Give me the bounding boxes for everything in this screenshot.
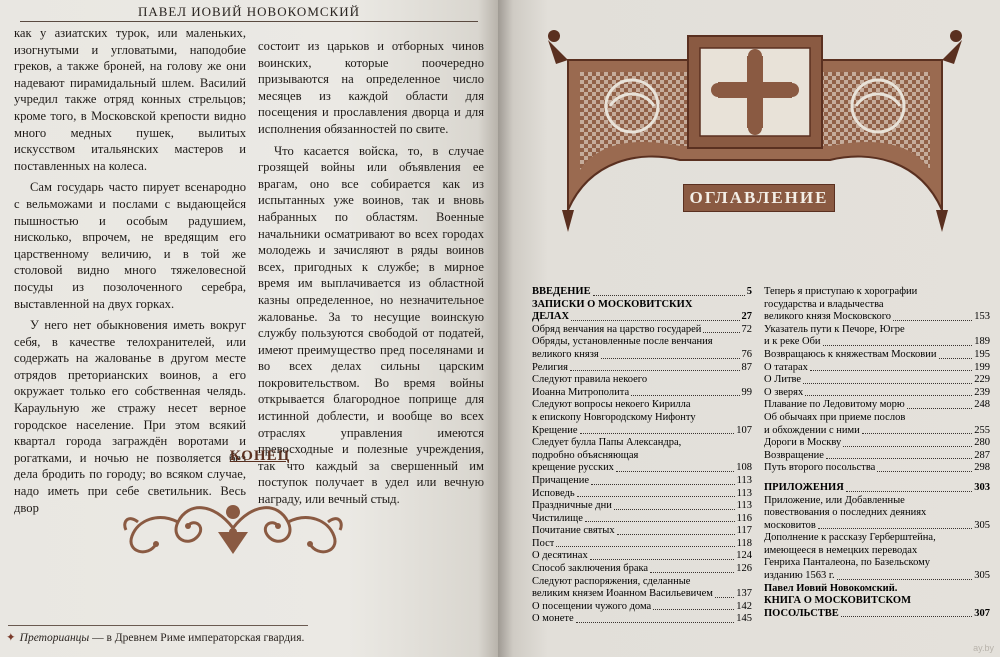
paragraph: Что касается войска, то, в случае грозящей войны или объявления ее врагам, оно все собирается как из испытанных уже воинов, так и вновь набранных по областям. Военные начальники осматривают во всех городах молодежь и зачисляют в ряды воинов всех, пригодных к службе; в мирное время им выплачивается из областной казны определенное, но незначительное жалованье. За то несущие воинскую службу пользуются свободой от податей, имеют преимущество пред поселянами и во всех делах сильны царским покровительством. Во время войны открывается благородное поприще для истинной доблести, и вообще во всех отраслях управления имеются превосходные и полезные учреждения, так что каждый за свершенный им поступок получает в удел или вечную награду, или вечный стыд. — [258, 143, 484, 507]
toc-entry-title: О посещении чужого дома — [532, 600, 652, 612]
toc-page-number: 153 — [974, 311, 990, 323]
toc-dot-leader — [631, 395, 739, 396]
toc-page-number: 5 — [746, 286, 752, 297]
toc-entry-title: Причащение — [532, 474, 590, 486]
toc-page-number: 27 — [741, 311, 752, 323]
toc-entry — [532, 286, 752, 299]
toc-entry — [532, 412, 752, 425]
toc-dot-leader — [616, 471, 734, 472]
toc-entry-title: О Литве — [764, 374, 802, 386]
toc-dot-leader — [593, 295, 745, 296]
toc-entry-title: Возвращаюсь к княжествам Московии — [764, 348, 937, 360]
toc-page-number: 303 — [974, 481, 990, 493]
toc-dot-leader — [580, 433, 735, 434]
toc-entry-title: Исповедь — [532, 487, 575, 499]
paragraph: Сам государь часто пирует всенародно с вельможами и послами с выдающейся пышностью и особым радушием, нисколько, впрочем, не вредящим его царственному величию, и в той же столовой видно много тяжеловесной посуды из позолоченного серебра, выставленной на двух горках. — [14, 180, 246, 311]
toc-page-number: 113 — [736, 487, 752, 499]
toc-title: ОГЛАВЛЕНИЕ — [683, 184, 835, 212]
toc-entry — [532, 362, 752, 375]
toc-entry-title: Теперь я приступаю к хорографии — [764, 286, 918, 297]
toc-entry — [764, 583, 990, 596]
toc-entry-title: великого князя — [532, 348, 599, 360]
toc-entry-title: повествования о последних деяниях — [764, 507, 927, 519]
toc-entry-title: О татарах — [764, 361, 808, 373]
toc-entry — [764, 557, 990, 570]
toc-entry — [532, 437, 752, 450]
toc-page-number: 229 — [974, 374, 990, 386]
toc-dot-leader — [803, 383, 972, 384]
toc-entry-title: Следуют распоряжения, сделанные — [532, 575, 691, 587]
left-page — [0, 0, 498, 657]
toc-entry-title: Иоанна Митрополита — [532, 386, 630, 398]
toc-entry — [532, 374, 752, 387]
toc-entry-title: Следуют правила некоего — [532, 374, 648, 386]
toc-dot-leader — [650, 572, 734, 573]
toc-entry-title: Праздничные дни — [532, 500, 612, 512]
toc-entry — [532, 613, 752, 626]
toc-entry — [764, 362, 990, 375]
toc-page-number: 72 — [741, 323, 752, 335]
toc-entry-title: Об обычаях при приеме послов — [764, 411, 906, 423]
toc-entry — [764, 286, 990, 299]
toc-entry-title: имеющееся в немецких переводах — [764, 544, 918, 556]
toc-entry — [764, 311, 990, 324]
toc-entry — [764, 520, 990, 533]
toc-entry — [532, 588, 752, 601]
toc-dot-leader — [590, 559, 735, 560]
toc-page-number: 113 — [736, 500, 752, 512]
toc-gap — [764, 475, 990, 482]
toc-entry — [764, 495, 990, 508]
toc-entry-title: ПРИЛОЖЕНИЯ — [764, 481, 844, 493]
toc-entry-title: изданию 1563 г. — [764, 570, 835, 582]
toc-entry-title: Возвращение — [764, 449, 824, 461]
toc-left-column — [532, 286, 752, 626]
toc-entry-title: подробно объясняющая — [532, 449, 639, 461]
toc-entry-title: московитов — [764, 519, 816, 531]
text-column-right — [258, 38, 484, 513]
toc-page-number: 280 — [974, 437, 990, 449]
toc-dot-leader — [846, 491, 972, 492]
toc-entry — [532, 475, 752, 488]
toc-entry-title: великим князем Иоанном Васильевичем — [532, 588, 713, 600]
toc-entry-title: Следует булла Папы Александра, — [532, 437, 682, 449]
toc-dot-leader — [826, 458, 972, 459]
toc-dot-leader — [939, 358, 973, 359]
toc-entry-title: ЗАПИСКИ О МОСКОВИТСКИХ — [532, 298, 693, 310]
toc-entry-title: и обхождении с ними — [764, 424, 860, 436]
toc-entry-title: Обряд венчания на царство государей — [532, 323, 702, 335]
toc-dot-leader — [841, 616, 972, 617]
toc-entry — [532, 525, 752, 538]
toc-entry — [532, 399, 752, 412]
toc-entry-title: О монете — [532, 613, 574, 625]
toc-dot-leader — [570, 370, 740, 371]
toc-entry — [764, 349, 990, 362]
toc-dot-leader — [818, 528, 972, 529]
toc-dot-leader — [617, 534, 735, 535]
toc-entry-title: великого князя Московского — [764, 311, 892, 323]
toc-entry — [532, 488, 752, 501]
toc-page-number: 107 — [736, 424, 752, 436]
toc-entry-title: и к реке Оби — [764, 336, 821, 348]
toc-entry — [764, 399, 990, 412]
toc-dot-leader — [571, 320, 739, 321]
toc-entry — [532, 450, 752, 463]
footnote-rule — [8, 625, 308, 626]
toc-entry-title: КНИГА О МОСКОВИТСКОМ — [764, 595, 911, 607]
toc-page-number: 87 — [741, 361, 752, 373]
toc-entry-title: Религия — [532, 361, 568, 373]
toc-page-number: 118 — [736, 537, 752, 549]
toc-page-number: 117 — [736, 525, 752, 537]
toc-entry — [764, 595, 990, 608]
toc-entry — [532, 311, 752, 324]
toc-dot-leader — [653, 609, 734, 610]
toc-entry-title: государства и владычества — [764, 298, 884, 310]
toc-entry-title: к епископу Новгородскому Нифонту — [532, 411, 696, 423]
toc-page-number: 113 — [736, 474, 752, 486]
toc-entry — [532, 349, 752, 362]
footnote-text: — в Древнем Риме императорская гвардия. — [92, 632, 305, 644]
toc-entry-title: Крещение — [532, 424, 578, 436]
toc-entry-title: Указатель пути к Печоре, Югре — [764, 323, 905, 335]
paragraph: состоит из царьков и отборных чинов воинских, которые поочередно призываются на определенное число месяцев из каждой области для посещения и прославления дворца и для исполнения обязанностей по свите. — [258, 39, 484, 136]
toc-entry-title: ПОСОЛЬСТВЕ — [764, 607, 839, 619]
toc-entry — [764, 425, 990, 438]
toc-page-number: 145 — [736, 613, 752, 625]
toc-page-number: 255 — [974, 424, 990, 436]
toc-dot-leader — [591, 484, 735, 485]
toc-dot-leader — [823, 345, 973, 346]
toc-entry — [764, 450, 990, 463]
toc-entry-title: Генриха Панталеона, по Базельскому — [764, 557, 931, 569]
watermark: ay.by — [973, 643, 994, 653]
toc-entry-title: крещение русских — [532, 462, 614, 474]
running-head-rule — [20, 21, 478, 22]
toc-entry-title: Плавание по Ледовитому морю — [764, 399, 905, 411]
toc-page-number: 137 — [736, 588, 752, 600]
toc-entry-title: Обряды, установленные после венчания — [532, 336, 713, 348]
toc-dot-leader — [907, 408, 973, 409]
toc-entry — [764, 412, 990, 425]
toc-entry — [532, 324, 752, 337]
toc-dot-leader — [715, 597, 734, 598]
end-heading: КОНЕЦ — [229, 448, 291, 464]
toc-entry-title: Чистилище — [532, 512, 583, 524]
toc-entry — [532, 462, 752, 475]
toc-entry — [532, 299, 752, 312]
toc-entry-title: Почитание святых — [532, 525, 615, 537]
running-head: ПАВЕЛ ИОВИЙ НОВОКОМСКИЙ — [137, 4, 360, 19]
toc-entry — [532, 601, 752, 614]
toc-entry — [764, 570, 990, 583]
toc-page-number: 305 — [974, 570, 990, 582]
toc-page-number: 142 — [736, 600, 752, 612]
toc-page-number: 108 — [736, 462, 752, 474]
toc-entry-title: Дороги в Москву — [764, 437, 842, 449]
toc-page-number: 116 — [736, 512, 752, 524]
toc-page-number: 124 — [736, 550, 752, 562]
toc-dot-leader — [810, 370, 972, 371]
toc-dot-leader — [703, 332, 739, 333]
toc-page-number: 298 — [974, 462, 990, 474]
toc-entry — [532, 500, 752, 513]
toc-entry — [764, 462, 990, 475]
tailpiece-ornament — [118, 492, 348, 564]
toc-dot-leader — [577, 496, 735, 497]
toc-page-number: 305 — [974, 519, 990, 531]
toc-dot-leader — [877, 471, 972, 472]
paragraph: У него нет обыкновения иметь вокруг себя, в качестве телохранителей, или содержать на жалованье в другом месте отрядов преторианских воинов, а его окружает только его собственная челядь. Караульную же стражу несет верное городское население. При этом всякий квартал города заграждён воротами и рогатками, и ночью не позволяется без дела бродить по городу; во всяком случае, надо иметь при себе светильник. Весь двор — [14, 318, 246, 515]
toc-dot-leader — [614, 509, 735, 510]
toc-dot-leader — [601, 358, 740, 359]
toc-entry — [532, 513, 752, 526]
toc-page-number: 126 — [736, 563, 752, 575]
toc-entry-title: Павел Иовий Новокомский. — [764, 582, 898, 594]
toc-entry-title: О зверях — [764, 386, 804, 398]
toc-dot-leader — [576, 622, 735, 623]
toc-entry — [532, 387, 752, 400]
toc-entry-title: ВВЕДЕНИЕ — [532, 286, 591, 297]
toc-page-number: 199 — [974, 361, 990, 373]
toc-entry — [532, 336, 752, 349]
toc-entry — [532, 425, 752, 438]
toc-dot-leader — [585, 521, 735, 522]
toc-dot-leader — [843, 446, 972, 447]
toc-entry — [764, 532, 990, 545]
toc-entry — [532, 538, 752, 551]
footnote-marker-icon: ✦ — [6, 632, 16, 644]
toc-entry — [764, 374, 990, 387]
paragraph: как у азиатских турок, или маленьких, изогнутыми и угловатыми, наподобие греков, а также броней, на голову же они надевают пирамидальный шлем. Василий учредил также отряд конных стрельцов; кроме того, в Московской крепости видно много медных пушек, вылитых искусством итальянских мастеров и поставленных на колеса. — [14, 26, 246, 173]
toc-entry — [532, 563, 752, 576]
toc-entry — [764, 437, 990, 450]
toc-entry-title: Приложение, или Добавленные — [764, 494, 905, 506]
toc-right-column — [764, 286, 990, 620]
toc-entry-title: Следуют вопросы некоего Кирилла — [532, 399, 691, 411]
toc-entry-title: Пост — [532, 537, 555, 549]
toc-dot-leader — [556, 546, 734, 547]
toc-entry-title: Путь второго посольства — [764, 462, 876, 474]
toc-entry — [764, 336, 990, 349]
toc-entry-title: Способ заключения брака — [532, 563, 649, 575]
text-column-left — [14, 25, 246, 521]
toc-entry-title: Дополнение к рассказу Герберштейна, — [764, 532, 936, 544]
toc-entry — [764, 299, 990, 312]
toc-page-number: 195 — [974, 348, 990, 360]
toc-page-number: 239 — [974, 386, 990, 398]
toc-entry — [764, 507, 990, 520]
toc-page-number: 76 — [741, 348, 752, 360]
toc-page-number: 307 — [974, 607, 990, 619]
toc-entry-title: О десятинах — [532, 550, 588, 562]
toc-dot-leader — [893, 320, 972, 321]
toc-page-number: 248 — [974, 399, 990, 411]
footnote-term: Преторианцы — [19, 632, 90, 644]
toc-page-number: 99 — [741, 386, 752, 398]
toc-entry — [764, 324, 990, 337]
toc-page-number: 287 — [974, 449, 990, 461]
toc-entry — [764, 387, 990, 400]
toc-dot-leader — [805, 395, 972, 396]
toc-entry — [764, 608, 990, 621]
toc-entry — [764, 482, 990, 495]
toc-entry — [764, 545, 990, 558]
footnote — [6, 630, 304, 644]
toc-page-number: 189 — [974, 336, 990, 348]
toc-dot-leader — [862, 433, 972, 434]
toc-entry-title: ДЕЛАХ — [532, 311, 570, 323]
toc-entry — [532, 576, 752, 589]
toc-entry — [532, 550, 752, 563]
toc-dot-leader — [837, 579, 973, 580]
